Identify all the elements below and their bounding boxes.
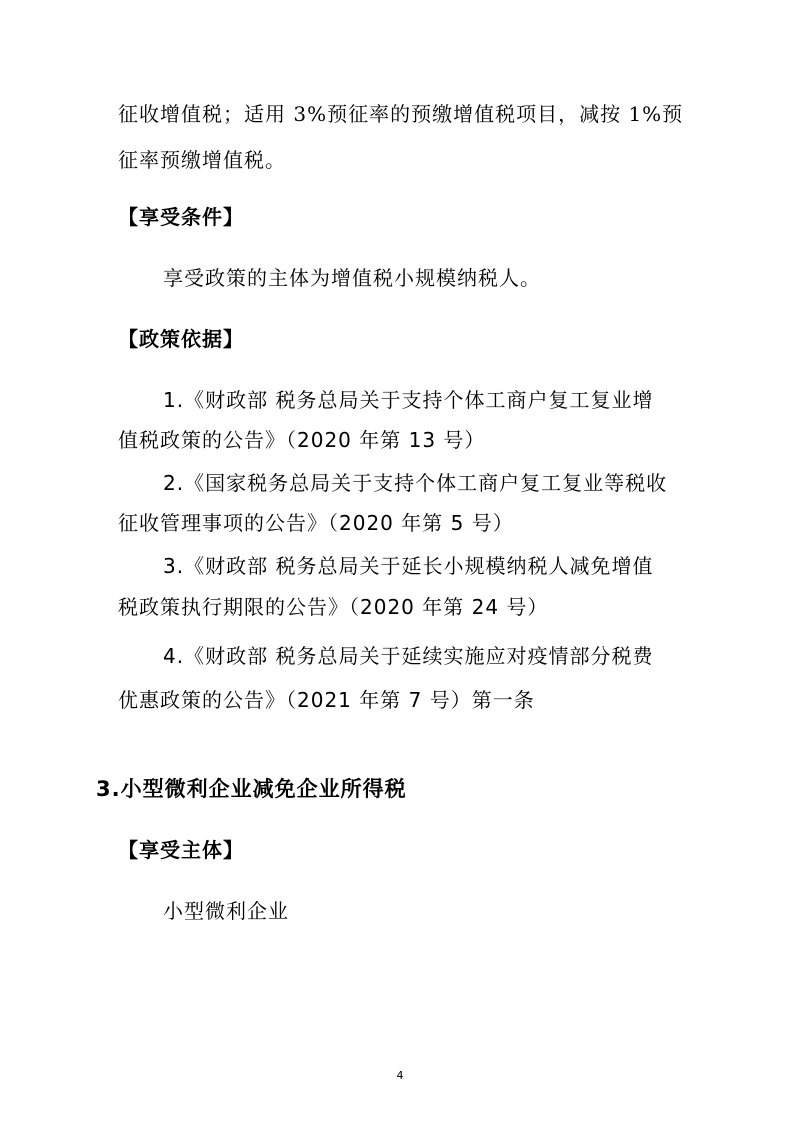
- basis-item-1-line-1: 1.《财政部 税务总局关于支持个体工商户复工复业增: [163, 388, 654, 412]
- page-number: 4: [396, 1069, 404, 1082]
- intro-line-2: 征率预缴增值税。: [118, 148, 286, 172]
- section-3-title: 3.小型微利企业减免企业所得税: [96, 777, 407, 801]
- conditions-text: 享受政策的主体为增值税小规模纳税人。: [163, 266, 541, 290]
- basis-item-3-line-2: 税政策执行期限的公告》（2020 年第 24 号）: [118, 595, 549, 619]
- basis-item-4-line-1: 4.《财政部 税务总局关于延续实施应对疫情部分税费: [163, 644, 654, 668]
- conditions-heading: 【享受条件】: [118, 205, 244, 229]
- subject-heading: 【享受主体】: [118, 838, 244, 862]
- intro-line-1: 征收增值税；适用 3%预征率的预缴增值税项目，减按 1%预: [118, 102, 684, 126]
- basis-item-4-line-2: 优惠政策的公告》（2021 年第 7 号）第一条: [118, 688, 535, 712]
- basis-item-1-line-2: 值税政策的公告》（2020 年第 13 号）: [118, 428, 486, 452]
- basis-heading: 【政策依据】: [118, 327, 244, 351]
- basis-item-2-line-2: 征收管理事项的公告》（2020 年第 5 号）: [118, 511, 514, 535]
- basis-item-2-line-1: 2.《国家税务总局关于支持个体工商户复工复业等税收: [163, 471, 668, 495]
- basis-item-3-line-1: 3.《财政部 税务总局关于延长小规模纳税人减免增值: [163, 554, 654, 578]
- subject-text: 小型微利企业: [163, 899, 289, 923]
